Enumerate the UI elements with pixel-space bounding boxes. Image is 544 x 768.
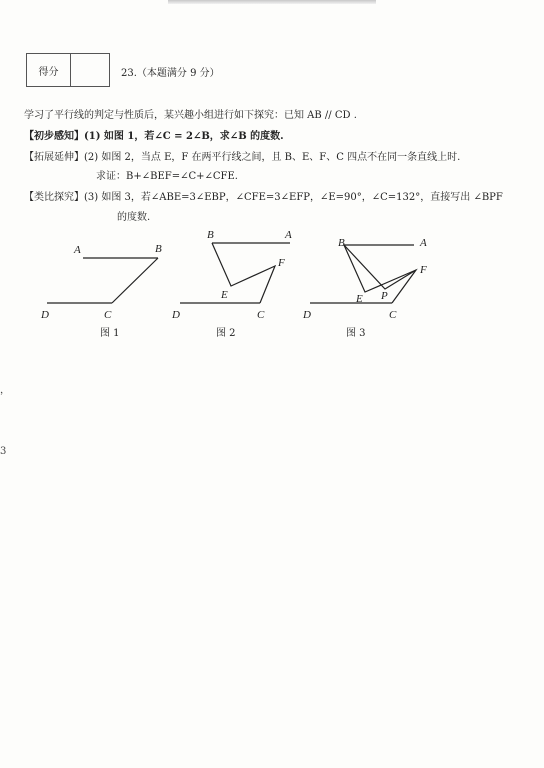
part-3-continuation: 的度数. <box>117 212 151 223</box>
score-label: 得分 <box>27 54 71 86</box>
fig2-path-BEFC <box>212 243 275 303</box>
score-entry-field <box>71 54 109 86</box>
fig3-label-F: F <box>420 264 427 276</box>
fig3-path-BPF <box>344 245 416 289</box>
fig3-path-BEFC <box>344 245 416 303</box>
margin-comma: ， <box>0 385 10 396</box>
fig2-label-C: C <box>257 309 265 321</box>
fig2-caption: 图 2 <box>216 328 236 339</box>
score-box <box>26 53 110 87</box>
margin-number: 3 <box>0 446 7 457</box>
fig2-label-F: F <box>278 257 285 269</box>
scan-edge-shadow <box>168 0 376 4</box>
fig1-line-BC <box>112 258 158 303</box>
fig3-label-D: D <box>303 309 311 321</box>
fig3-label-A: A <box>420 237 427 249</box>
fig2-label-D: D <box>172 309 180 321</box>
fig3-label-C: C <box>389 309 397 321</box>
fig1-caption: 图 1 <box>100 328 120 339</box>
fig1-label-C: C <box>104 309 112 321</box>
fig1-label-D: D <box>41 309 49 321</box>
part-2-proof: 求证：B+∠BEF=∠C+∠CFE. <box>96 171 238 182</box>
part-2-text: 【拓展延伸】(2) 如图 2，当点 E，F 在两平行线之间，且 B、E、F、C 四点不在同一条直线上时. <box>24 152 461 163</box>
fig1-label-A: A <box>74 244 81 256</box>
fig3-label-B: B <box>338 237 345 249</box>
problem-title: 23.（本题满分 9 分） <box>121 68 220 79</box>
fig3-label-E: E <box>356 293 363 305</box>
fig2-label-B: B <box>207 229 214 241</box>
fig1-label-B: B <box>155 243 162 255</box>
fig2-label-E: E <box>221 289 228 301</box>
fig3-label-P: P <box>381 290 388 302</box>
fig3-caption: 图 3 <box>346 328 366 339</box>
fig2-label-A: A <box>285 229 292 241</box>
part-1-text: 【初步感知】(1) 如图 1，若∠C = 2∠B，求∠B 的度数. <box>24 131 284 142</box>
part-3-text: 【类比探究】(3) 如图 3，若∠ABE=3∠EBP，∠CFE=3∠EFP，∠E=90°，∠C=132°，直接写出 ∠BPF <box>24 192 503 203</box>
problem-intro: 学习了平行线的判定与性质后，某兴趣小组进行如下探究：已知 AB // CD . <box>24 110 357 121</box>
